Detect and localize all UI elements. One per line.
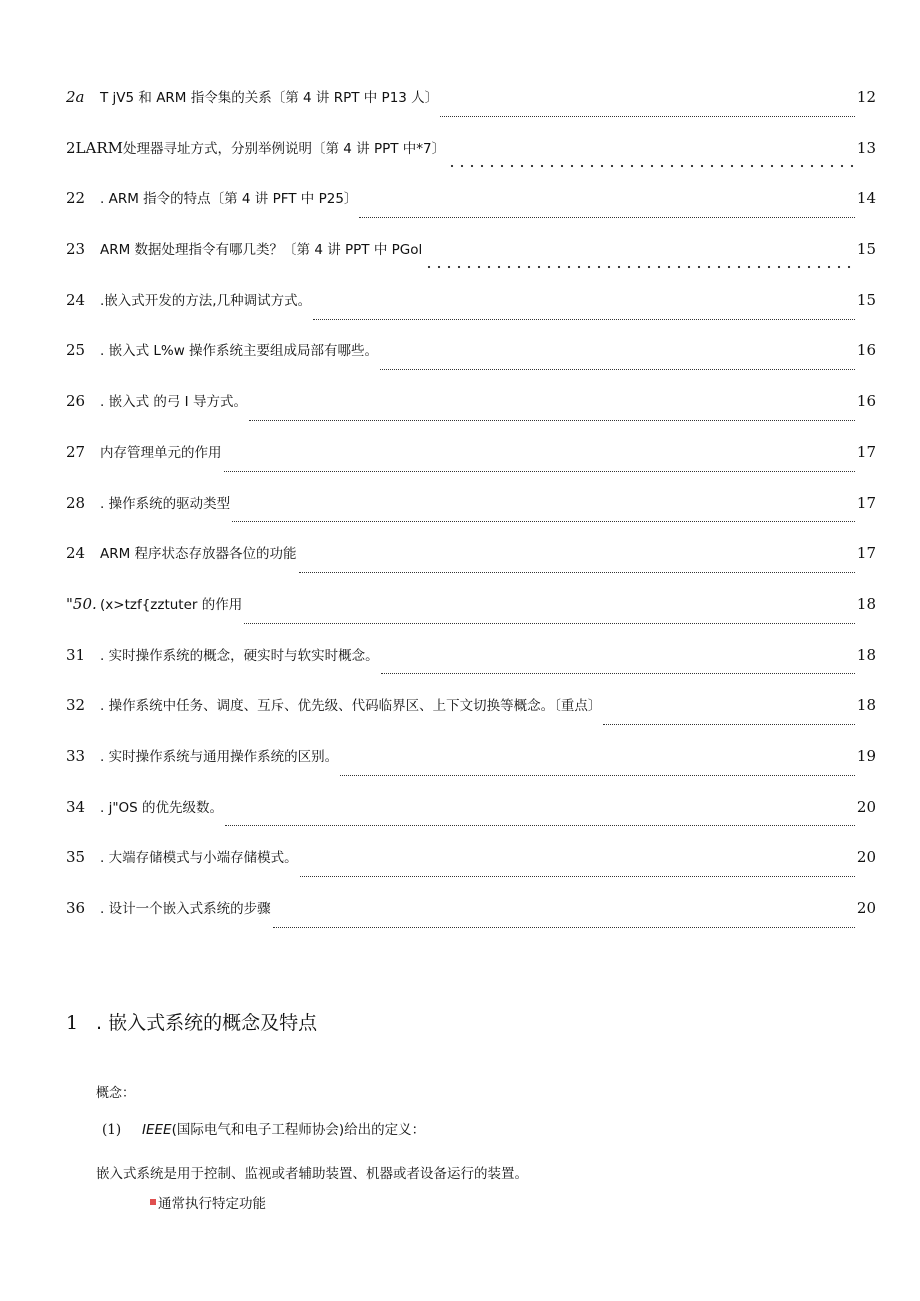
toc-page-number: 17 [856, 544, 876, 563]
toc-page-number: 19 [856, 746, 876, 765]
toc-leader-dots [359, 217, 854, 218]
toc-number: 31 [66, 645, 86, 664]
toc-row[interactable] [66, 897, 876, 948]
toc-title: T jV5 和 ARM 指令集的关系〔第 4 讲 RPT 中 P13 人〕 [100, 90, 439, 106]
toc-leader-dots [225, 825, 855, 826]
toc-title: . 操作系统中任务、调度、互斥、优先级、代码临界区、上下文切换等概念。〔重点〕 [100, 698, 602, 715]
toc-page-number: 16 [856, 392, 876, 411]
toc-number: 24 [66, 290, 86, 309]
toc-leader-dots [381, 673, 855, 674]
toc-row[interactable] [66, 492, 876, 543]
toc-page-number: 12 [856, 88, 876, 106]
toc-title: . 嵌入式 的弓 I 导方式。 [100, 394, 247, 411]
toc-row[interactable] [66, 137, 876, 188]
toc-number: 36 [66, 899, 86, 917]
toc-title: ARM 程序状态存放器各位的功能 [100, 546, 297, 563]
toc-page-number: 18 [856, 645, 876, 664]
toc-number: 2LARM [66, 138, 123, 157]
toc-row[interactable] [66, 542, 876, 593]
toc-leader-dots [273, 927, 855, 928]
definition-text: (国际电气和电子工程师协会)给出的定义： [171, 1122, 426, 1138]
toc-leader-dots [249, 420, 855, 421]
toc-row[interactable] [66, 745, 876, 796]
toc-row[interactable] [66, 846, 876, 897]
definition-number: (1) [102, 1122, 122, 1138]
toc-leader-dots [440, 116, 855, 117]
toc-title: . 实时操作系统与通用操作系统的区别。 [100, 748, 339, 765]
toc-row[interactable] [66, 390, 876, 441]
toc-leader-dots [300, 876, 855, 877]
toc-number: 23 [66, 240, 86, 259]
toc-page-number: 15 [856, 290, 876, 309]
toc-title: ARM 数据处理指令有哪几类？〔第 4 讲 PPT 中 PGol [100, 242, 423, 259]
toc-number: "50. [66, 594, 97, 613]
definition-ieee: IEEE [142, 1122, 172, 1138]
toc-title: . 实时操作系统的概念，硬实时与软实时概念。 [100, 647, 379, 664]
toc-leader-dots [244, 623, 855, 624]
toc-row[interactable] [66, 644, 876, 695]
toc-leader-dots [224, 471, 855, 472]
section-heading [66, 1008, 317, 1035]
toc-row[interactable] [66, 238, 876, 289]
toc-title: 处理器寻址方式，分别举例说明〔第 4 讲 PPT 中*7〕 [123, 140, 446, 157]
table-of-contents [66, 86, 876, 948]
toc-number: 34 [66, 797, 86, 816]
toc-number: 25 [66, 341, 86, 360]
section-title: . 嵌入式系统的概念及特点 [96, 1012, 318, 1034]
toc-leader-dots [424, 265, 855, 269]
bullet-text: 通常执行特定功能 [158, 1196, 266, 1212]
toc-title: 内存管理单元的作用 [100, 444, 222, 461]
toc-title: (x>tzf{zztuter 的作用 [100, 596, 243, 613]
toc-number: 27 [66, 442, 86, 461]
toc-page-number: 20 [856, 899, 876, 917]
toc-page-number: 18 [856, 594, 876, 613]
toc-row[interactable] [66, 339, 876, 390]
toc-row[interactable] [66, 289, 876, 340]
body-paragraph: 嵌入式系统是用于控制、监视或者辅助装置、机器或者设备运行的装置。 [96, 1166, 528, 1182]
bullet-item [150, 1192, 266, 1212]
toc-leader-dots [447, 164, 855, 168]
toc-page-number: 17 [856, 442, 876, 461]
toc-number: 33 [66, 746, 86, 765]
toc-number: 26 [66, 392, 86, 411]
toc-leader-dots [380, 369, 855, 370]
toc-number: 28 [66, 493, 86, 512]
section-number: 1 [66, 1012, 79, 1034]
toc-page-number: 16 [856, 341, 876, 360]
toc-number: 35 [66, 848, 86, 867]
toc-leader-dots [232, 521, 855, 522]
toc-page-number: 18 [856, 696, 876, 715]
toc-page-number: 20 [856, 797, 876, 816]
toc-title: . 大端存储模式与小端存储模式。 [100, 850, 298, 867]
toc-page-number: 13 [856, 138, 876, 157]
toc-leader-dots [313, 319, 855, 320]
toc-page-number: 15 [856, 240, 876, 259]
toc-number: 2a [66, 88, 85, 106]
toc-row[interactable] [66, 593, 876, 644]
toc-number: 22 [66, 189, 86, 208]
toc-row[interactable] [66, 441, 876, 492]
toc-row[interactable] [66, 796, 876, 847]
toc-title: . ARM 指令的特点〔第 4 讲 PFT 中 P25〕 [100, 191, 358, 208]
toc-title: . 操作系统的驱动类型 [100, 495, 231, 512]
toc-row[interactable] [66, 86, 876, 137]
bullet-square-icon [150, 1199, 156, 1205]
toc-number: 24 [66, 544, 86, 563]
toc-page-number: 14 [856, 189, 876, 208]
toc-number: 32 [66, 696, 86, 715]
toc-page-number: 17 [856, 493, 876, 512]
definition-line [102, 1118, 425, 1138]
toc-title: . 嵌入式 L%w 操作系统主要组成局部有哪些。 [100, 343, 379, 360]
toc-leader-dots [603, 724, 855, 725]
concept-label: 概念： [96, 1086, 136, 1101]
toc-leader-dots [299, 572, 855, 573]
toc-title: .嵌入式开发的方法,几种调试方式。 [100, 292, 312, 309]
toc-page-number: 20 [856, 848, 876, 867]
toc-leader-dots [340, 775, 855, 776]
toc-row[interactable] [66, 694, 876, 745]
toc-title: . j"OS 的优先级数。 [100, 799, 224, 816]
toc-title: . 设计一个嵌入式系统的步骤 [100, 901, 271, 917]
toc-row[interactable] [66, 187, 876, 238]
